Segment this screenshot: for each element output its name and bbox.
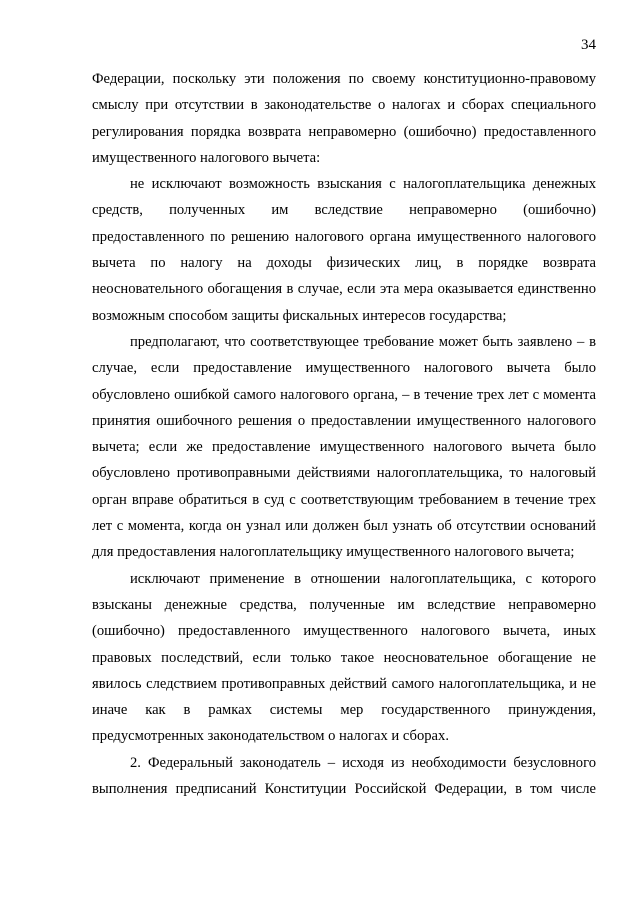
page-number: 34: [581, 37, 596, 53]
paragraph-4: исключают применение в отношении налогоплательщика, с которого взысканы денежные средства, полученные им вследствие неправомерно (ошибочно) предоставленного имущественного налогового вычета, иных правовых последствий, если только такое неосновательное обогащение не явилось следствием противоправных действий самого налогоплательщика, и не иначе как в рамках системы мер государственного принуждения, предусмотренных законодательством о налогах и сборах.: [92, 570, 596, 745]
paragraph-1: Федерации, поскольку эти положения по своему конституционно-правовому смыслу при отсутствии в законодательстве о налогах и сборах специального регулирования порядка возврата неправомерно (ошибочно) предоставленного имущественного налогового вычета:: [92, 71, 596, 166]
paragraph-2: не исключают возможность взыскания с налогоплательщика денежных средств, полученных им вследствие неправомерно (ошибочно) предоставленного по решению налогового органа имущественного налогового вычета по налогу на доходы физических лиц, в порядке возврата неосновательного обогащения в случае, если эта мера оказывается единственно возможным способом защиты фискальных интересов государства;: [92, 176, 596, 324]
paragraph-3: предполагают, что соответствующее требование может быть заявлено – в случае, если предоставление имущественного налогового вычета было обусловлено ошибкой самого налогового органа, – в течение трех лет с момента принятия ошибочного решения о предоставлении имущественного налогового вычета; если же предоставление имущественного налогового вычета было обусловлено противоправными действиями налогоплательщика, то налоговый орган вправе обратиться в суд с соответствующим требованием в течение трех лет с момента, когда он узнал или должен был узнать об отсутствии оснований для предоставления налогоплательщику имущественного налогового вычета;: [92, 333, 596, 561]
paragraph-5: 2. Федеральный законодатель – исходя из необходимости безусловного выполнения предписаний Конституции Российской Федерации, в том числе: [92, 754, 596, 798]
document-body: [92, 66, 596, 802]
